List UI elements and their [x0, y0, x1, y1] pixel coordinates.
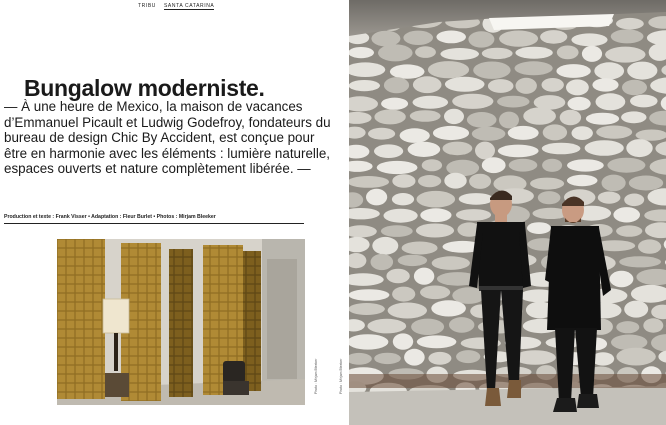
stone	[497, 96, 529, 108]
stone	[388, 303, 427, 319]
stone	[445, 77, 485, 92]
stone	[349, 303, 385, 315]
stone	[408, 142, 441, 157]
stone	[392, 193, 414, 205]
stone	[417, 335, 457, 348]
stone	[515, 47, 552, 59]
stone	[456, 350, 480, 363]
stone	[624, 194, 644, 207]
stone	[586, 113, 619, 125]
stone	[542, 143, 581, 155]
stone	[538, 191, 561, 204]
stone	[498, 145, 539, 158]
stone	[509, 159, 538, 172]
stone	[611, 29, 644, 43]
stone	[598, 192, 621, 204]
stone	[542, 78, 564, 92]
stone	[413, 96, 449, 109]
stone	[377, 161, 418, 174]
stone	[516, 78, 537, 94]
stone	[567, 175, 598, 186]
article-title: Bungalow moderniste.	[24, 75, 265, 101]
stone	[557, 46, 579, 60]
stone	[398, 255, 427, 266]
stone	[393, 333, 413, 349]
gravel-border	[349, 374, 666, 388]
stone	[366, 189, 387, 206]
stone	[638, 239, 661, 253]
subsection-label: SANTA CATARINA	[164, 3, 215, 9]
stone	[367, 319, 406, 334]
stone	[616, 225, 642, 236]
stone	[390, 64, 425, 78]
stone	[392, 174, 415, 188]
stone	[349, 289, 389, 301]
stone	[527, 222, 551, 234]
stone	[467, 112, 497, 128]
stone	[610, 271, 634, 287]
stone	[417, 191, 456, 208]
stone	[508, 126, 539, 140]
stone	[630, 95, 658, 108]
floor	[349, 386, 666, 425]
photo-credit-right: Photo : Mirjam Bleeker	[339, 358, 343, 394]
stone	[414, 268, 434, 285]
stone	[499, 112, 519, 129]
stone	[621, 111, 646, 123]
stone	[616, 321, 639, 333]
stone	[428, 61, 469, 78]
stone	[411, 319, 444, 335]
stone	[384, 209, 418, 223]
stone	[428, 352, 451, 365]
stone	[436, 31, 466, 44]
stone	[374, 144, 403, 158]
stone	[374, 109, 405, 124]
section-tag	[138, 3, 214, 10]
stone	[371, 254, 394, 270]
stone	[386, 269, 409, 284]
stone	[571, 33, 607, 46]
stone	[422, 159, 442, 171]
stone	[468, 31, 494, 47]
stone	[374, 353, 401, 364]
stone	[594, 62, 624, 79]
stone	[420, 286, 450, 300]
stone	[432, 256, 470, 270]
stone	[381, 98, 408, 110]
stone	[420, 208, 451, 222]
stone	[452, 94, 493, 109]
stone	[392, 287, 415, 302]
stone	[469, 174, 491, 189]
photo-credit-left: Photo : Mirjam Bleeker	[314, 358, 318, 394]
stone	[384, 77, 409, 93]
stone	[542, 159, 562, 172]
stone	[582, 46, 602, 62]
stone	[415, 46, 436, 58]
stone	[567, 159, 604, 171]
stone	[416, 224, 454, 238]
stone	[349, 47, 374, 58]
interior-photo	[57, 239, 305, 405]
stone	[400, 128, 430, 143]
stone	[515, 61, 553, 75]
stone	[413, 76, 442, 93]
stone	[596, 93, 626, 110]
stone	[473, 61, 510, 78]
stone	[459, 193, 494, 205]
stone	[349, 80, 380, 91]
stone	[627, 62, 657, 80]
stone	[381, 225, 413, 237]
stone	[566, 79, 589, 95]
stone	[349, 176, 389, 188]
stone	[410, 110, 441, 122]
stone	[568, 97, 591, 111]
stone	[482, 157, 506, 173]
stone	[444, 109, 464, 124]
stone	[433, 126, 469, 140]
stone	[444, 173, 466, 189]
stone	[602, 175, 626, 192]
stone	[540, 30, 567, 44]
stone	[482, 48, 513, 59]
stone	[378, 44, 413, 61]
stone	[611, 335, 647, 351]
stone	[572, 126, 593, 140]
stone	[585, 140, 624, 156]
stone	[616, 348, 655, 366]
article-credits: Production et texte : Frank Visser • Adaptation : Fleur Burlet • Photos : Mirjam Bleeker	[4, 214, 304, 224]
section-label: TRIBU	[138, 3, 156, 9]
stone	[643, 318, 663, 332]
stone	[402, 242, 438, 255]
stone	[431, 300, 466, 316]
stone	[475, 142, 495, 160]
stone	[596, 126, 632, 139]
stone	[605, 47, 645, 63]
stone	[616, 18, 644, 30]
stone	[488, 79, 514, 93]
stone	[607, 158, 645, 173]
stone	[622, 80, 647, 95]
stone	[514, 350, 556, 365]
stone	[443, 142, 473, 156]
stone	[472, 127, 506, 141]
stone	[624, 301, 648, 318]
stone	[349, 334, 388, 349]
stone	[530, 178, 564, 190]
stone	[543, 124, 567, 140]
stone	[456, 209, 491, 221]
stone	[626, 139, 652, 157]
stone	[368, 128, 395, 140]
stone	[371, 31, 400, 47]
stone	[499, 30, 538, 46]
stone	[556, 64, 590, 78]
stone	[418, 175, 441, 187]
stone	[560, 110, 581, 125]
article-intro: — À une heure de Mexico, la maison de vacances d’Emmanuel Picault et Ludwig Godefroy, fondateurs du bureau de design Chic By Accident, est conçue pour être en harmonie avec les éléments : lumière naturelle, espaces ouverts et nature complètement libérée. —	[4, 99, 331, 177]
stone	[629, 176, 663, 191]
stone	[440, 48, 479, 60]
stone	[619, 256, 661, 267]
portrait-photo	[349, 0, 666, 425]
stone	[523, 107, 556, 124]
stone	[372, 237, 398, 255]
stone	[613, 207, 640, 222]
stone	[403, 31, 433, 45]
stone	[404, 349, 425, 366]
stone	[449, 317, 474, 333]
stone	[592, 78, 618, 91]
